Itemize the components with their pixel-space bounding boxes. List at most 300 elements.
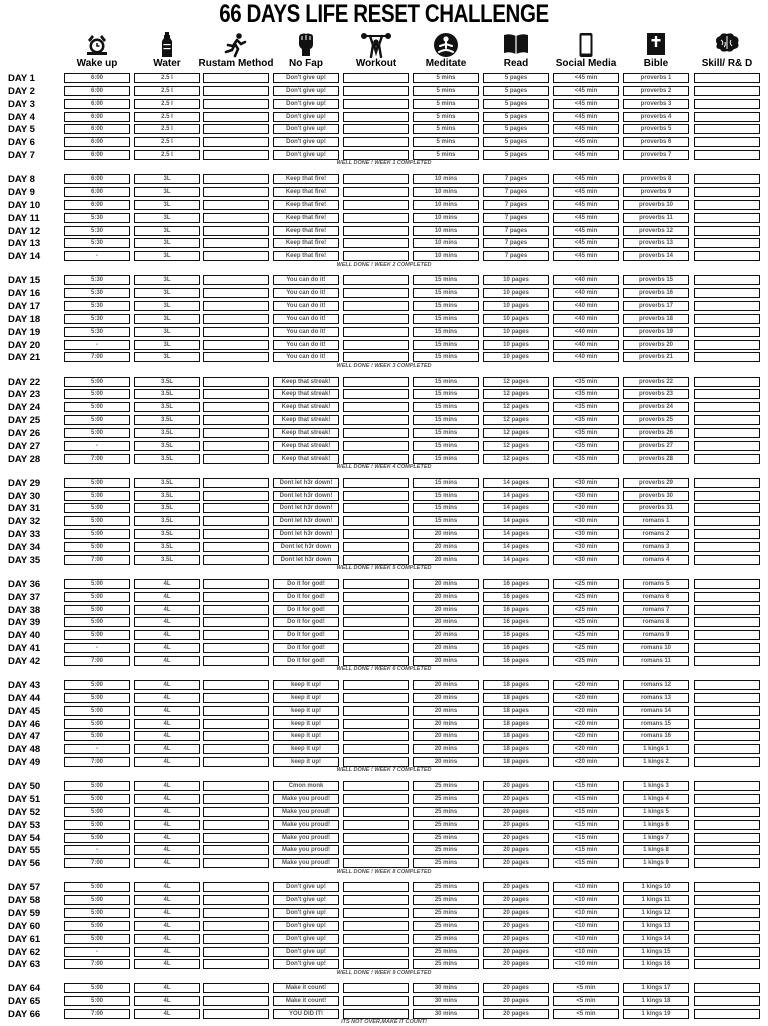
cell-rustam-method[interactable]	[203, 833, 269, 843]
cell-social-media[interactable]: <25 min	[553, 617, 619, 627]
cell-workout[interactable]	[343, 238, 409, 248]
cell-no-fap[interactable]: keep it up!	[273, 744, 339, 754]
cell-wake-up[interactable]: 5:00	[64, 617, 130, 627]
cell-social-media[interactable]: <35 min	[553, 389, 619, 399]
cell-water[interactable]: 3L	[134, 327, 200, 337]
cell-water[interactable]: 4L	[134, 833, 200, 843]
cell-meditate[interactable]: 20 mins	[413, 680, 479, 690]
cell-water[interactable]: 4L	[134, 643, 200, 653]
cell-water[interactable]: 3.5L	[134, 555, 200, 565]
cell-meditate[interactable]: 5 mins	[413, 150, 479, 160]
cell-social-media[interactable]: <5 min	[553, 983, 619, 993]
cell-social-media[interactable]: <20 min	[553, 719, 619, 729]
cell-read[interactable]: 10 pages	[483, 288, 549, 298]
cell-wake-up[interactable]: 6:00	[64, 187, 130, 197]
cell-no-fap[interactable]: Don't give up!	[273, 959, 339, 969]
cell-meditate[interactable]: 20 mins	[413, 555, 479, 565]
cell-wake-up[interactable]: 6:00	[64, 150, 130, 160]
cell-skill[interactable]	[694, 73, 760, 83]
cell-social-media[interactable]: <40 min	[553, 301, 619, 311]
cell-bible[interactable]: 1 kings 11	[623, 895, 689, 905]
cell-water[interactable]: 3L	[134, 314, 200, 324]
cell-no-fap[interactable]: keep it up!	[273, 706, 339, 716]
cell-skill[interactable]	[694, 882, 760, 892]
cell-wake-up[interactable]: 5:00	[64, 542, 130, 552]
cell-rustam-method[interactable]	[203, 99, 269, 109]
cell-read[interactable]: 20 pages	[483, 934, 549, 944]
cell-wake-up[interactable]: 5:00	[64, 820, 130, 830]
cell-water[interactable]: 2.5 l	[134, 73, 200, 83]
cell-water[interactable]: 4L	[134, 895, 200, 905]
cell-meditate[interactable]: 15 mins	[413, 314, 479, 324]
cell-wake-up[interactable]: 7:00	[64, 757, 130, 767]
cell-read[interactable]: 16 pages	[483, 630, 549, 640]
cell-no-fap[interactable]: Keep that fire!	[273, 226, 339, 236]
cell-social-media[interactable]: <35 min	[553, 377, 619, 387]
cell-read[interactable]: 20 pages	[483, 1009, 549, 1019]
cell-rustam-method[interactable]	[203, 731, 269, 741]
cell-no-fap[interactable]: You can do it!	[273, 314, 339, 324]
cell-social-media[interactable]: <5 min	[553, 1009, 619, 1019]
cell-read[interactable]: 14 pages	[483, 503, 549, 513]
cell-workout[interactable]	[343, 882, 409, 892]
cell-water[interactable]: 3.5L	[134, 529, 200, 539]
cell-meditate[interactable]: 20 mins	[413, 630, 479, 640]
cell-wake-up[interactable]: 5:00	[64, 719, 130, 729]
cell-bible[interactable]: 1 kings 14	[623, 934, 689, 944]
cell-water[interactable]: 3.5L	[134, 377, 200, 387]
cell-bible[interactable]: 1 kings 4	[623, 794, 689, 804]
cell-water[interactable]: 4L	[134, 882, 200, 892]
cell-social-media[interactable]: <45 min	[553, 226, 619, 236]
cell-read[interactable]: 5 pages	[483, 124, 549, 134]
cell-workout[interactable]	[343, 415, 409, 425]
cell-meditate[interactable]: 20 mins	[413, 706, 479, 716]
cell-rustam-method[interactable]	[203, 983, 269, 993]
cell-rustam-method[interactable]	[203, 845, 269, 855]
cell-workout[interactable]	[343, 187, 409, 197]
cell-wake-up[interactable]: 5:00	[64, 882, 130, 892]
cell-social-media[interactable]: <20 min	[553, 693, 619, 703]
cell-bible[interactable]: romans 3	[623, 542, 689, 552]
cell-skill[interactable]	[694, 314, 760, 324]
cell-no-fap[interactable]: Dont let h3r down!	[273, 516, 339, 526]
cell-social-media[interactable]: <25 min	[553, 630, 619, 640]
cell-social-media[interactable]: <35 min	[553, 428, 619, 438]
cell-wake-up[interactable]: 5:00	[64, 389, 130, 399]
cell-water[interactable]: 4L	[134, 757, 200, 767]
cell-social-media[interactable]: <35 min	[553, 402, 619, 412]
cell-workout[interactable]	[343, 731, 409, 741]
cell-read[interactable]: 20 pages	[483, 908, 549, 918]
cell-meditate[interactable]: 15 mins	[413, 377, 479, 387]
cell-workout[interactable]	[343, 428, 409, 438]
cell-meditate[interactable]: 15 mins	[413, 275, 479, 285]
cell-water[interactable]: 4L	[134, 680, 200, 690]
cell-no-fap[interactable]: Don't give up!	[273, 947, 339, 957]
cell-no-fap[interactable]: Don't give up!	[273, 150, 339, 160]
cell-skill[interactable]	[694, 174, 760, 184]
cell-meditate[interactable]: 25 mins	[413, 908, 479, 918]
cell-social-media[interactable]: <25 min	[553, 579, 619, 589]
cell-skill[interactable]	[694, 99, 760, 109]
cell-bible[interactable]: proverbs 9	[623, 187, 689, 197]
cell-no-fap[interactable]: Don't give up!	[273, 124, 339, 134]
cell-water[interactable]: 4L	[134, 744, 200, 754]
cell-social-media[interactable]: <15 min	[553, 820, 619, 830]
cell-meditate[interactable]: 10 mins	[413, 174, 479, 184]
cell-skill[interactable]	[694, 579, 760, 589]
cell-no-fap[interactable]: Make you proud!	[273, 794, 339, 804]
cell-no-fap[interactable]: Make you proud!	[273, 820, 339, 830]
cell-skill[interactable]	[694, 947, 760, 957]
cell-wake-up[interactable]: 7:00	[64, 858, 130, 868]
cell-meditate[interactable]: 15 mins	[413, 340, 479, 350]
cell-no-fap[interactable]: You can do it!	[273, 288, 339, 298]
cell-read[interactable]: 12 pages	[483, 441, 549, 451]
cell-water[interactable]: 3.5L	[134, 503, 200, 513]
cell-water[interactable]: 4L	[134, 630, 200, 640]
cell-read[interactable]: 14 pages	[483, 555, 549, 565]
cell-bible[interactable]: romans 8	[623, 617, 689, 627]
cell-social-media[interactable]: <35 min	[553, 415, 619, 425]
cell-water[interactable]: 4L	[134, 605, 200, 615]
cell-read[interactable]: 10 pages	[483, 275, 549, 285]
cell-meditate[interactable]: 10 mins	[413, 238, 479, 248]
cell-read[interactable]: 20 pages	[483, 983, 549, 993]
cell-wake-up[interactable]: 5:30	[64, 288, 130, 298]
cell-workout[interactable]	[343, 895, 409, 905]
cell-bible[interactable]: proverbs 13	[623, 238, 689, 248]
cell-read[interactable]: 20 pages	[483, 959, 549, 969]
cell-rustam-method[interactable]	[203, 781, 269, 791]
cell-meditate[interactable]: 5 mins	[413, 124, 479, 134]
cell-bible[interactable]: 1 kings 12	[623, 908, 689, 918]
cell-wake-up[interactable]: 5:00	[64, 731, 130, 741]
cell-no-fap[interactable]: Keep that streak!	[273, 389, 339, 399]
cell-meditate[interactable]: 15 mins	[413, 441, 479, 451]
cell-rustam-method[interactable]	[203, 947, 269, 957]
cell-workout[interactable]	[343, 983, 409, 993]
cell-rustam-method[interactable]	[203, 415, 269, 425]
cell-social-media[interactable]: <15 min	[553, 833, 619, 843]
cell-wake-up[interactable]: 6:00	[64, 73, 130, 83]
cell-bible[interactable]: proverbs 19	[623, 327, 689, 337]
cell-no-fap[interactable]: Do it for god!	[273, 617, 339, 627]
cell-bible[interactable]: proverbs 11	[623, 213, 689, 223]
cell-meditate[interactable]: 20 mins	[413, 592, 479, 602]
cell-read[interactable]: 20 pages	[483, 895, 549, 905]
cell-no-fap[interactable]: Make you proud!	[273, 845, 339, 855]
cell-skill[interactable]	[694, 630, 760, 640]
cell-workout[interactable]	[343, 441, 409, 451]
cell-read[interactable]: 20 pages	[483, 858, 549, 868]
cell-skill[interactable]	[694, 238, 760, 248]
cell-wake-up[interactable]: -	[64, 441, 130, 451]
cell-no-fap[interactable]: keep it up!	[273, 680, 339, 690]
cell-skill[interactable]	[694, 288, 760, 298]
cell-water[interactable]: 3.5L	[134, 415, 200, 425]
cell-rustam-method[interactable]	[203, 377, 269, 387]
cell-no-fap[interactable]: Don't give up!	[273, 86, 339, 96]
cell-skill[interactable]	[694, 124, 760, 134]
cell-read[interactable]: 20 pages	[483, 820, 549, 830]
cell-wake-up[interactable]: 5:00	[64, 983, 130, 993]
cell-bible[interactable]: proverbs 29	[623, 478, 689, 488]
cell-no-fap[interactable]: Do it for god!	[273, 592, 339, 602]
cell-social-media[interactable]: <10 min	[553, 959, 619, 969]
cell-bible[interactable]: proverbs 30	[623, 491, 689, 501]
cell-social-media[interactable]: <20 min	[553, 744, 619, 754]
cell-bible[interactable]: proverbs 12	[623, 226, 689, 236]
cell-social-media[interactable]: <30 min	[553, 491, 619, 501]
cell-workout[interactable]	[343, 605, 409, 615]
cell-social-media[interactable]: <15 min	[553, 781, 619, 791]
cell-water[interactable]: 3L	[134, 200, 200, 210]
cell-social-media[interactable]: <45 min	[553, 174, 619, 184]
cell-rustam-method[interactable]	[203, 934, 269, 944]
cell-social-media[interactable]: <45 min	[553, 124, 619, 134]
cell-bible[interactable]: proverbs 15	[623, 275, 689, 285]
cell-meditate[interactable]: 30 mins	[413, 1009, 479, 1019]
cell-rustam-method[interactable]	[203, 794, 269, 804]
cell-wake-up[interactable]: -	[64, 845, 130, 855]
cell-workout[interactable]	[343, 402, 409, 412]
cell-workout[interactable]	[343, 643, 409, 653]
cell-social-media[interactable]: <10 min	[553, 908, 619, 918]
cell-skill[interactable]	[694, 213, 760, 223]
cell-no-fap[interactable]: Keep that streak!	[273, 377, 339, 387]
cell-no-fap[interactable]: Make it count!	[273, 983, 339, 993]
cell-social-media[interactable]: <30 min	[553, 516, 619, 526]
cell-meditate[interactable]: 30 mins	[413, 983, 479, 993]
cell-rustam-method[interactable]	[203, 680, 269, 690]
cell-workout[interactable]	[343, 226, 409, 236]
cell-wake-up[interactable]: 5:30	[64, 314, 130, 324]
cell-water[interactable]: 2.5 l	[134, 137, 200, 147]
cell-social-media[interactable]: <45 min	[553, 251, 619, 261]
cell-no-fap[interactable]: Keep that fire!	[273, 251, 339, 261]
cell-skill[interactable]	[694, 428, 760, 438]
cell-water[interactable]: 4L	[134, 592, 200, 602]
cell-water[interactable]: 4L	[134, 858, 200, 868]
cell-workout[interactable]	[343, 617, 409, 627]
cell-skill[interactable]	[694, 491, 760, 501]
cell-water[interactable]: 2.5 l	[134, 124, 200, 134]
cell-social-media[interactable]: <35 min	[553, 441, 619, 451]
cell-skill[interactable]	[694, 680, 760, 690]
cell-water[interactable]: 3L	[134, 275, 200, 285]
cell-water[interactable]: 4L	[134, 794, 200, 804]
cell-bible[interactable]: romans 1	[623, 516, 689, 526]
cell-skill[interactable]	[694, 377, 760, 387]
cell-social-media[interactable]: <25 min	[553, 643, 619, 653]
cell-skill[interactable]	[694, 137, 760, 147]
cell-wake-up[interactable]: 5:00	[64, 895, 130, 905]
cell-no-fap[interactable]: Keep that streak!	[273, 428, 339, 438]
cell-meditate[interactable]: 5 mins	[413, 73, 479, 83]
cell-meditate[interactable]: 25 mins	[413, 794, 479, 804]
cell-skill[interactable]	[694, 908, 760, 918]
cell-workout[interactable]	[343, 706, 409, 716]
cell-bible[interactable]: 1 kings 9	[623, 858, 689, 868]
cell-workout[interactable]	[343, 934, 409, 944]
cell-rustam-method[interactable]	[203, 402, 269, 412]
cell-meditate[interactable]: 20 mins	[413, 579, 479, 589]
cell-bible[interactable]: 1 kings 17	[623, 983, 689, 993]
cell-read[interactable]: 14 pages	[483, 542, 549, 552]
cell-rustam-method[interactable]	[203, 441, 269, 451]
cell-no-fap[interactable]: keep it up!	[273, 719, 339, 729]
cell-no-fap[interactable]: You can do it!	[273, 301, 339, 311]
cell-no-fap[interactable]: Don't give up!	[273, 921, 339, 931]
cell-read[interactable]: 7 pages	[483, 238, 549, 248]
cell-workout[interactable]	[343, 377, 409, 387]
cell-social-media[interactable]: <30 min	[553, 555, 619, 565]
cell-wake-up[interactable]: -	[64, 251, 130, 261]
cell-social-media[interactable]: <45 min	[553, 150, 619, 160]
cell-no-fap[interactable]: Make you proud!	[273, 807, 339, 817]
cell-read[interactable]: 18 pages	[483, 693, 549, 703]
cell-wake-up[interactable]: 5:30	[64, 238, 130, 248]
cell-wake-up[interactable]: 6:00	[64, 86, 130, 96]
cell-skill[interactable]	[694, 542, 760, 552]
cell-social-media[interactable]: <45 min	[553, 137, 619, 147]
cell-read[interactable]: 5 pages	[483, 86, 549, 96]
cell-rustam-method[interactable]	[203, 200, 269, 210]
cell-skill[interactable]	[694, 529, 760, 539]
cell-read[interactable]: 10 pages	[483, 327, 549, 337]
cell-workout[interactable]	[343, 516, 409, 526]
cell-social-media[interactable]: <45 min	[553, 200, 619, 210]
cell-read[interactable]: 16 pages	[483, 605, 549, 615]
cell-workout[interactable]	[343, 327, 409, 337]
cell-workout[interactable]	[343, 579, 409, 589]
cell-workout[interactable]	[343, 947, 409, 957]
cell-water[interactable]: 4L	[134, 807, 200, 817]
cell-bible[interactable]: 1 kings 1	[623, 744, 689, 754]
cell-read[interactable]: 7 pages	[483, 251, 549, 261]
cell-read[interactable]: 12 pages	[483, 428, 549, 438]
cell-social-media[interactable]: <40 min	[553, 340, 619, 350]
cell-no-fap[interactable]: Dont let h3r down!	[273, 503, 339, 513]
cell-wake-up[interactable]: 5:00	[64, 680, 130, 690]
cell-bible[interactable]: 1 kings 2	[623, 757, 689, 767]
cell-read[interactable]: 12 pages	[483, 377, 549, 387]
cell-skill[interactable]	[694, 389, 760, 399]
cell-no-fap[interactable]: Don't give up!	[273, 73, 339, 83]
cell-rustam-method[interactable]	[203, 340, 269, 350]
cell-bible[interactable]: proverbs 1	[623, 73, 689, 83]
cell-meditate[interactable]: 20 mins	[413, 605, 479, 615]
cell-social-media[interactable]: <20 min	[553, 680, 619, 690]
cell-workout[interactable]	[343, 529, 409, 539]
cell-social-media[interactable]: <45 min	[553, 86, 619, 96]
cell-skill[interactable]	[694, 226, 760, 236]
cell-bible[interactable]: proverbs 14	[623, 251, 689, 261]
cell-water[interactable]: 4L	[134, 996, 200, 1006]
cell-no-fap[interactable]: You can do it!	[273, 340, 339, 350]
cell-meditate[interactable]: 10 mins	[413, 187, 479, 197]
cell-workout[interactable]	[343, 112, 409, 122]
cell-no-fap[interactable]: keep it up!	[273, 757, 339, 767]
cell-workout[interactable]	[343, 174, 409, 184]
cell-meditate[interactable]: 15 mins	[413, 516, 479, 526]
cell-wake-up[interactable]: 5:00	[64, 908, 130, 918]
cell-meditate[interactable]: 25 mins	[413, 833, 479, 843]
cell-read[interactable]: 14 pages	[483, 516, 549, 526]
cell-read[interactable]: 20 pages	[483, 833, 549, 843]
cell-bible[interactable]: proverbs 17	[623, 301, 689, 311]
cell-social-media[interactable]: <15 min	[553, 794, 619, 804]
cell-water[interactable]: 3L	[134, 288, 200, 298]
cell-workout[interactable]	[343, 73, 409, 83]
cell-meditate[interactable]: 15 mins	[413, 389, 479, 399]
cell-rustam-method[interactable]	[203, 807, 269, 817]
cell-wake-up[interactable]: 5:00	[64, 516, 130, 526]
cell-wake-up[interactable]: 5:00	[64, 706, 130, 716]
cell-bible[interactable]: proverbs 24	[623, 402, 689, 412]
cell-water[interactable]: 3.5L	[134, 402, 200, 412]
cell-water[interactable]: 3.5L	[134, 491, 200, 501]
cell-bible[interactable]: romans 6	[623, 592, 689, 602]
cell-no-fap[interactable]: Don't give up!	[273, 882, 339, 892]
cell-read[interactable]: 10 pages	[483, 301, 549, 311]
cell-rustam-method[interactable]	[203, 693, 269, 703]
cell-read[interactable]: 12 pages	[483, 389, 549, 399]
cell-bible[interactable]: proverbs 25	[623, 415, 689, 425]
cell-meditate[interactable]: 25 mins	[413, 934, 479, 944]
cell-meditate[interactable]: 15 mins	[413, 301, 479, 311]
cell-skill[interactable]	[694, 983, 760, 993]
cell-rustam-method[interactable]	[203, 428, 269, 438]
cell-meditate[interactable]: 20 mins	[413, 529, 479, 539]
cell-no-fap[interactable]: You can do it!	[273, 275, 339, 285]
cell-read[interactable]: 5 pages	[483, 137, 549, 147]
cell-workout[interactable]	[343, 996, 409, 1006]
cell-meditate[interactable]: 20 mins	[413, 757, 479, 767]
cell-no-fap[interactable]: Dont let h3r down!	[273, 478, 339, 488]
cell-water[interactable]: 3L	[134, 174, 200, 184]
cell-no-fap[interactable]: Don't give up!	[273, 99, 339, 109]
cell-workout[interactable]	[343, 200, 409, 210]
cell-skill[interactable]	[694, 415, 760, 425]
cell-meditate[interactable]: 20 mins	[413, 542, 479, 552]
cell-social-media[interactable]: <40 min	[553, 288, 619, 298]
cell-workout[interactable]	[343, 542, 409, 552]
cell-read[interactable]: 5 pages	[483, 112, 549, 122]
cell-wake-up[interactable]: 5:00	[64, 921, 130, 931]
cell-water[interactable]: 4L	[134, 934, 200, 944]
cell-rustam-method[interactable]	[203, 820, 269, 830]
cell-read[interactable]: 20 pages	[483, 921, 549, 931]
cell-wake-up[interactable]: 5:00	[64, 377, 130, 387]
cell-bible[interactable]: 1 kings 15	[623, 947, 689, 957]
cell-workout[interactable]	[343, 491, 409, 501]
cell-social-media[interactable]: <20 min	[553, 757, 619, 767]
cell-rustam-method[interactable]	[203, 137, 269, 147]
cell-skill[interactable]	[694, 794, 760, 804]
cell-rustam-method[interactable]	[203, 643, 269, 653]
cell-rustam-method[interactable]	[203, 112, 269, 122]
cell-rustam-method[interactable]	[203, 630, 269, 640]
cell-rustam-method[interactable]	[203, 617, 269, 627]
cell-social-media[interactable]: <25 min	[553, 605, 619, 615]
cell-workout[interactable]	[343, 744, 409, 754]
cell-wake-up[interactable]: 5:00	[64, 934, 130, 944]
cell-bible[interactable]: 1 kings 19	[623, 1009, 689, 1019]
cell-no-fap[interactable]: Keep that fire!	[273, 200, 339, 210]
